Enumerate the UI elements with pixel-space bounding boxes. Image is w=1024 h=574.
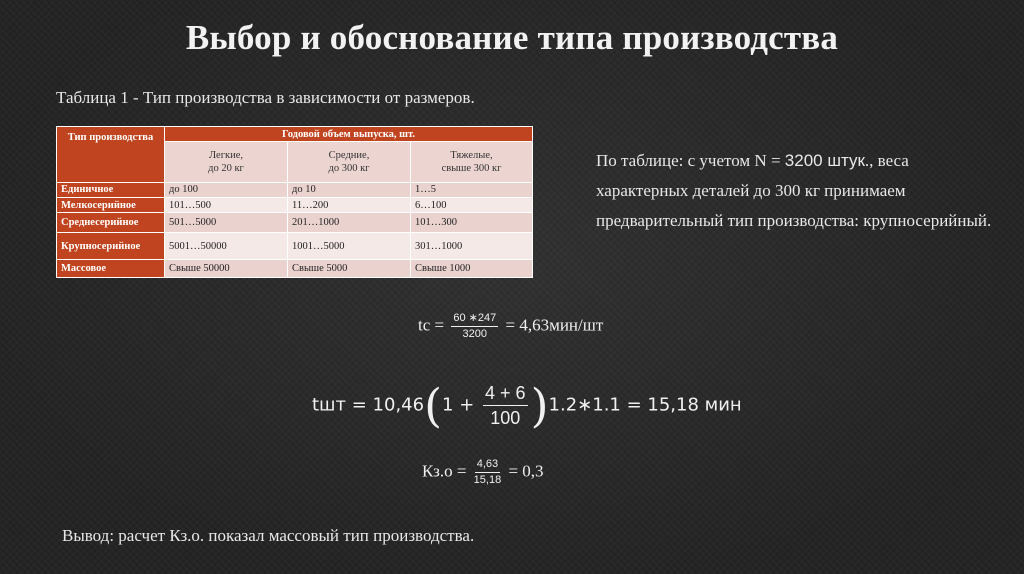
subheader-line: Легкие,: [208, 149, 244, 161]
subheader-line: свыше 300 кг: [441, 162, 502, 174]
table-subheader: [165, 142, 288, 183]
slide-title: Выбор и обоснование типа производства: [185, 18, 839, 57]
analysis-text-part1: По таблице: с учетом N =: [596, 151, 785, 170]
table-cell: 101…300: [411, 213, 533, 233]
fraction-denominator: 15,18: [473, 474, 502, 486]
row-type: Единичное: [57, 182, 165, 197]
table-subheader: [411, 142, 533, 183]
table-cell: 201…1000: [288, 213, 411, 233]
table-cell: 101…500: [165, 197, 288, 212]
row-type: Среднесерийное: [57, 213, 165, 233]
table-row: [57, 233, 533, 259]
fraction-numerator: 4 + 6: [483, 382, 528, 406]
table-cell: 11…200: [288, 197, 411, 212]
table-cell: 6…100: [411, 197, 533, 212]
fraction-numerator: 4,63: [475, 458, 500, 473]
table-row: [57, 213, 533, 233]
subheader-line: до 20 кг: [208, 162, 244, 174]
subheader-line: Средние,: [328, 149, 370, 161]
table-cell: 501…5000: [165, 213, 288, 233]
formula-tsht-rhs: 1.2∗1.1 = 15,18 мин: [548, 394, 742, 416]
subheader-line: Тяжелые,: [450, 149, 493, 161]
formula-kzo: [422, 458, 544, 487]
table-cell: 5001…50000: [165, 233, 288, 259]
analysis-text-part2: ., веса характерных деталей до 300 кг принимаем предварительный тип производства: крупносерийный.: [596, 151, 992, 230]
table-cell: 1…5: [411, 182, 533, 197]
table-cell: до 10: [288, 182, 411, 197]
left-paren: (: [424, 378, 443, 433]
formula-tc: [418, 312, 603, 341]
table-cell: 301…1000: [411, 233, 533, 259]
formula-tsht-inner: 1 +: [442, 394, 475, 416]
table-row: [57, 182, 533, 197]
table-row: [57, 259, 533, 277]
row-type: Крупносерийное: [57, 233, 165, 259]
formula-tc-rhs: = 4,63мин/шт: [505, 315, 604, 335]
table-row: [57, 197, 533, 212]
table-header-volume: Годовой объем выпуска, шт.: [165, 127, 533, 142]
conclusion-text: Вывод: расчет Кз.о. показал массовый тип производства.: [62, 526, 475, 545]
table-cell: 1001…5000: [288, 233, 411, 259]
table-caption: Таблица 1 - Тип производства в зависимости от размеров.: [56, 88, 475, 107]
n-value: 3200 штук: [784, 151, 865, 170]
table-cell: Свыше 50000: [165, 259, 288, 277]
fraction-denominator: 100: [490, 408, 521, 428]
formula-tc-fraction: [451, 312, 498, 341]
row-type: Массовое: [57, 259, 165, 277]
formula-kzo-fraction: [474, 458, 502, 487]
fraction-denominator: 3200: [462, 328, 488, 340]
analysis-text: [596, 146, 996, 236]
formula-tsht-lhs: tшт = 10,46: [312, 394, 425, 416]
formula-tc-lhs: tc =: [418, 315, 445, 335]
subheader-line: до 300 кг: [328, 162, 370, 174]
fraction-numerator: 60 ∗247: [451, 312, 498, 327]
formula-tsht-fraction: [483, 382, 528, 429]
right-paren: ): [530, 378, 549, 433]
table-subheader: [288, 142, 411, 183]
table-cell: до 100: [165, 182, 288, 197]
formula-kzo-lhs: Кз.о =: [422, 461, 467, 481]
production-type-table: [56, 126, 532, 278]
table-cell: Свыше 5000: [288, 259, 411, 277]
table-header-type: Тип производства: [57, 127, 165, 183]
table-cell: Свыше 1000: [411, 259, 533, 277]
row-type: Мелкосерийное: [57, 197, 165, 212]
formula-kzo-rhs: = 0,3: [508, 461, 544, 481]
formula-tsht: [312, 378, 742, 433]
